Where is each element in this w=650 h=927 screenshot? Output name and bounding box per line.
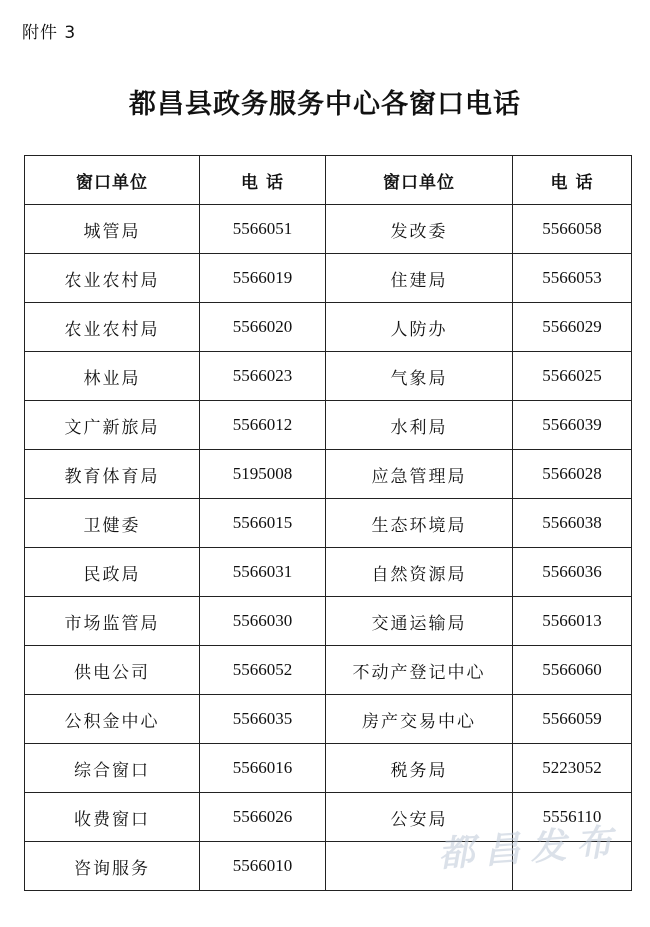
phone-cell: 5566060 — [513, 646, 632, 695]
phone-cell: 5566052 — [200, 646, 326, 695]
header-window-unit-left: 窗口单位 — [25, 156, 200, 205]
header-phone-right: 电 话 — [513, 156, 632, 205]
unit-cell — [326, 842, 513, 891]
unit-cell: 生态环境局 — [326, 499, 513, 548]
phone-cell: 5566039 — [513, 401, 632, 450]
phone-cell: 5566051 — [200, 205, 326, 254]
phone-cell: 5566030 — [200, 597, 326, 646]
unit-cell: 自然资源局 — [326, 548, 513, 597]
phone-cell: 5566019 — [200, 254, 326, 303]
unit-cell: 供电公司 — [25, 646, 200, 695]
phone-cell: 5566013 — [513, 597, 632, 646]
phone-cell: 5566029 — [513, 303, 632, 352]
unit-cell: 应急管理局 — [326, 450, 513, 499]
unit-cell: 住建局 — [326, 254, 513, 303]
table-row — [25, 842, 632, 891]
table-row — [25, 499, 632, 548]
table-row — [25, 695, 632, 744]
table-row — [25, 597, 632, 646]
phone-cell: 5195008 — [200, 450, 326, 499]
attachment-label: 附件 3 — [22, 23, 77, 43]
unit-cell: 农业农村局 — [25, 303, 200, 352]
phone-cell: 5566023 — [200, 352, 326, 401]
unit-cell: 文广新旅局 — [25, 401, 200, 450]
phone-cell: 5566016 — [200, 744, 326, 793]
phone-cell: 5566020 — [200, 303, 326, 352]
table-row — [25, 646, 632, 695]
phone-cell: 5566025 — [513, 352, 632, 401]
unit-cell: 发改委 — [326, 205, 513, 254]
phone-cell: 5566038 — [513, 499, 632, 548]
phone-cell: 5223052 — [513, 744, 632, 793]
unit-cell: 人防办 — [326, 303, 513, 352]
phone-cell: 5566010 — [200, 842, 326, 891]
unit-cell: 民政局 — [25, 548, 200, 597]
unit-cell: 不动产登记中心 — [326, 646, 513, 695]
phone-cell: 5566026 — [200, 793, 326, 842]
unit-cell: 房产交易中心 — [326, 695, 513, 744]
table-header-row — [25, 156, 632, 205]
unit-cell: 城管局 — [25, 205, 200, 254]
table-row — [25, 303, 632, 352]
table-row — [25, 548, 632, 597]
table-row — [25, 450, 632, 499]
unit-cell: 收费窗口 — [25, 793, 200, 842]
phone-cell: 5566031 — [200, 548, 326, 597]
table-row — [25, 401, 632, 450]
phone-cell: 5566028 — [513, 450, 632, 499]
table-row — [25, 793, 632, 842]
unit-cell: 农业农村局 — [25, 254, 200, 303]
phone-cell — [513, 842, 632, 891]
unit-cell: 税务局 — [326, 744, 513, 793]
unit-cell: 气象局 — [326, 352, 513, 401]
publisher-watermark: 都昌发布 — [437, 821, 624, 876]
unit-cell: 卫健委 — [25, 499, 200, 548]
unit-cell: 公积金中心 — [25, 695, 200, 744]
unit-cell: 市场监管局 — [25, 597, 200, 646]
document-title: 都昌县政务服务中心各窗口电话 — [129, 89, 521, 120]
unit-cell: 公安局 — [326, 793, 513, 842]
phone-cell: 5566012 — [200, 401, 326, 450]
phone-cell: 5566035 — [200, 695, 326, 744]
phone-cell: 5556110 — [513, 793, 632, 842]
phone-cell: 5566015 — [200, 499, 326, 548]
phone-cell: 5566053 — [513, 254, 632, 303]
phone-cell: 5566059 — [513, 695, 632, 744]
header-phone-left: 电 话 — [200, 156, 326, 205]
table-row — [25, 744, 632, 793]
unit-cell: 水利局 — [326, 401, 513, 450]
unit-cell: 咨询服务 — [25, 842, 200, 891]
phone-directory-table — [24, 155, 632, 891]
unit-cell: 交通运输局 — [326, 597, 513, 646]
phone-cell: 5566058 — [513, 205, 632, 254]
unit-cell: 综合窗口 — [25, 744, 200, 793]
table-row — [25, 352, 632, 401]
table-row — [25, 205, 632, 254]
header-window-unit-right: 窗口单位 — [326, 156, 513, 205]
table-row — [25, 254, 632, 303]
phone-cell: 5566036 — [513, 548, 632, 597]
unit-cell: 教育体育局 — [25, 450, 200, 499]
unit-cell: 林业局 — [25, 352, 200, 401]
